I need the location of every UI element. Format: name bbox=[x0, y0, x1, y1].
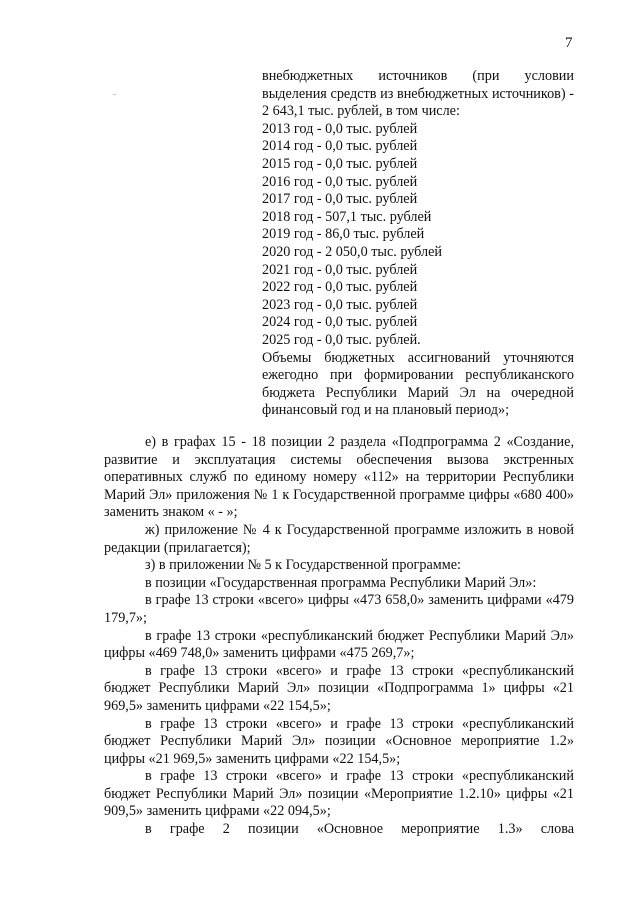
budget-year-2024: 2024 год - 0,0 тыс. рублей bbox=[262, 314, 418, 331]
paragraph-subprogram-1: в графе 13 строки «всего» и графе 13 строки «республиканский бюджет Республики Марий Эл» позиции «Подпрограмма 1» цифры «21 969,5» заменить цифрами «22 154,5»; bbox=[104, 662, 574, 714]
paragraph-z: з) в приложении № 5 к Государственной программе: bbox=[145, 557, 461, 574]
budget-year-2023: 2023 год - 0,0 тыс. рублей bbox=[262, 296, 418, 313]
paragraph-event-1-2-10: в графе 13 строки «всего» и графе 13 строки «республиканский бюджет Республики Марий Эл» позиции «Мероприятие 1.2.10» цифры «21 909,5» заменить цифрами «22 094,5»; bbox=[104, 768, 574, 820]
budget-year-2019: 2019 год - 86,0 тыс. рублей bbox=[262, 226, 425, 243]
paragraph-zh: ж) приложение № 4 к Государственной программе изложить в новой редакции (прилагается); bbox=[104, 521, 574, 556]
paragraph-republican-budget-row: в графе 13 строки «республиканский бюджет Республики Марий Эл» цифры «469 748,0» заменить цифрами «475 269,7»; bbox=[104, 627, 574, 662]
budget-year-2013: 2013 год - 0,0 тыс. рублей bbox=[262, 120, 418, 137]
budget-year-2015: 2015 год - 0,0 тыс. рублей bbox=[262, 155, 418, 172]
paragraph-main-event-1-2: в графе 13 строки «всего» и графе 13 строки «республиканский бюджет Республики Марий Эл» позиции «Основное мероприятие 1.2» цифры «21 969,5» заменить цифрами «22 154,5»; bbox=[104, 715, 574, 767]
scan-artifact bbox=[113, 94, 116, 95]
page-number: 7 bbox=[565, 35, 573, 51]
paragraph-main-event-1-3: в графе 2 позиции «Основное мероприятие 1.3» слова bbox=[145, 821, 574, 838]
amendments-block bbox=[104, 434, 574, 839]
budget-year-2017: 2017 год - 0,0 тыс. рублей bbox=[262, 191, 418, 208]
budget-year-2020: 2020 год - 2 050,0 тыс. рублей bbox=[262, 243, 442, 260]
budget-year-2025: 2025 год - 0,0 тыс. рублей. bbox=[262, 331, 421, 348]
budget-note: Объемы бюджетных ассигнований уточняются ежегодно при формировании республиканского бюджета Республики Марий Эл на очередной финансовый год и на плановый период»; bbox=[262, 349, 574, 419]
paragraph-total-row: в графе 13 строки «всего» цифры «473 658,0» заменить цифрами «479 179,7»; bbox=[104, 592, 574, 626]
budget-year-2014: 2014 год - 0,0 тыс. рублей bbox=[262, 138, 418, 155]
paragraph-position-program: в позиции «Государственная программа Республики Марий Эл»: bbox=[145, 574, 537, 591]
budget-funding-block bbox=[262, 68, 574, 420]
budget-year-2016: 2016 год - 0,0 тыс. рублей bbox=[262, 173, 418, 190]
budget-intro: внебюджетных источников (при условии выделения средств из внебюджетных источников) - 2 643,1 тыс. рублей, в том числе: bbox=[262, 68, 574, 120]
paragraph-e: е) в графах 15 - 18 позиции 2 раздела «Подпрограмма 2 «Создание, развитие и эксплуатация системы обеспечения вызова экстренных оперативных служб по единому номеру «112» на территории Республики Марий Эл» приложения № 1 к Государственной программе цифры «680 400» заменить знаком « - »; bbox=[104, 434, 574, 521]
budget-year-2021: 2021 год - 0,0 тыс. рублей bbox=[262, 261, 418, 278]
budget-year-2022: 2022 год - 0,0 тыс. рублей bbox=[262, 279, 418, 296]
budget-year-2018: 2018 год - 507,1 тыс. рублей bbox=[262, 208, 432, 225]
